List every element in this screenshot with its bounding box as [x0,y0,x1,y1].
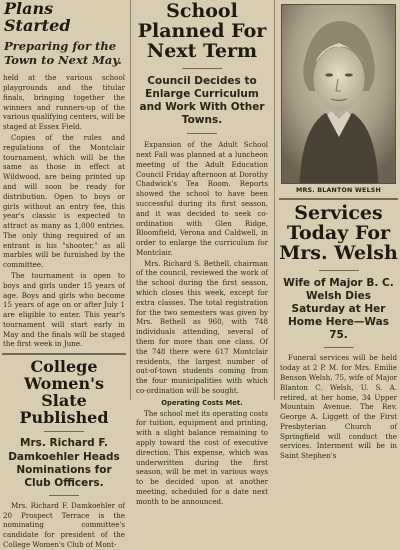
school-article-subhead: Operating Costs Met. [161,398,243,407]
marble-article-paragraph: Copies of the rules and regulations of the Montclair tournament, which will be the same as those in effect at Wildwood, are being printed up and will soon be ready for distribution. Open to boys or girls without an entry fee, this year's classic is expected to attract as many as 1,000 entries. The only thing required of an entrant is his "shooter," as all marbles will be furnished by the committee. [3,133,125,270]
marble-article-deck: Preparing for the Town to Next May. [4,38,122,67]
college-women-body [3,501,125,550]
school-article-deck: Council Decides to Enlarge Curriculum and Work With Other Towns. [139,74,265,127]
marble-article-body [3,73,125,349]
welsh-obituary-deck: Wife of Major B. C. Welsh Dies Saturday at Her Home Here—Was 75. [283,276,394,342]
headline-rule [44,431,84,432]
headline-rule [182,68,222,69]
school-article-paragraph: Expansion of the Adult School next Fall was planned at a luncheon meeting of the Adult Education Council Friday afternoon at Dorothy Chadwick's Tea Room. Reports showed the school to have been successful during its first season, and it was decided to seek co-ordination with Glen Ridge, Bloomfield, Verona and Caldwell, in order to enlarge the curriculum for Montclair. [136,140,268,257]
welsh-obituary-body [280,353,397,461]
column-rule [274,0,275,400]
school-article-headline: School Planned For Next Term [137,0,267,62]
marble-article-paragraph: held at the various school playgrounds and the titular finals, bringing together the winners and runners-up of the various qualifying centers, will be staged at Essex Field. [3,73,125,132]
portrait-photo [281,4,396,184]
right-column [277,0,400,461]
article-divider [279,198,398,200]
deck-rule [49,495,79,496]
school-article-body-continued [136,409,268,507]
welsh-obituary-paragraph: Funeral services will be held today at 2 P. M. for Mrs. Emilie Benson Welsh, 75, wife of Major Blanton C. Welsh, U. S. A. retired, at her home, 34 Upper Mountain Avenue. The Rev. George A. Liggett of the First Presbyterian Church of Springfield will conduct the services. Interment will be in Saint Stephen's [280,353,397,461]
welsh-obituary-headline: Services Today For Mrs. Welsh [279,202,398,264]
deck-rule [187,133,217,134]
marble-article-headline: Plans Started [4,0,71,35]
school-article-paragraph: The school met its operating costs for tuition, equipment and printing, with a slight balance remaining to apply toward the cost of executive direction. This expense, which was underwritten during the first season, will be met in various ways to be decided upon at another meeting, scheduled for a date next month to be announced. [136,408,268,506]
college-women-deck: Mrs. Richard F. Damkoehler Heads Nominations for Club Officers. [8,437,120,489]
portrait-image [282,5,395,183]
column-rule [130,0,131,400]
center-column [133,0,271,506]
article-divider [2,353,126,355]
school-article-paragraph: Mrs. Richard S. Bethell, chairman of the council, reviewed the work of the school during the first season, which closes this week, except for extra classes. The total registration for the two semesters was given by Mrs. Bethell as 960, with 748 individuals attending, several of them for more than one class. Of the 748 there were 617 Montclair residents, the largest number of out-of-town students coming from the four municipalities with which co-ordination will be sought. [136,258,268,395]
college-women-headline: College Women's Slate Published [19,357,109,427]
left-column [0,0,128,550]
school-article-body [136,140,268,395]
photo-caption: MRS. BLANTON WELSH [296,187,381,194]
marble-article-paragraph: The tournament is open to boys and girls under 15 years of age. Boys and girls who become 15 years of age on or after July 1 are eligible to enter. This year's tournament will start early in May and the finals will be staged the first week in June. [3,270,125,349]
college-women-paragraph: Mrs. Richard F. Damkoehler of 20 Prospect Terrace is the nominating committee's candidate for president of the College Women's Club of Mont- [3,500,125,550]
headline-rule [319,270,359,271]
deck-rule [324,347,354,348]
